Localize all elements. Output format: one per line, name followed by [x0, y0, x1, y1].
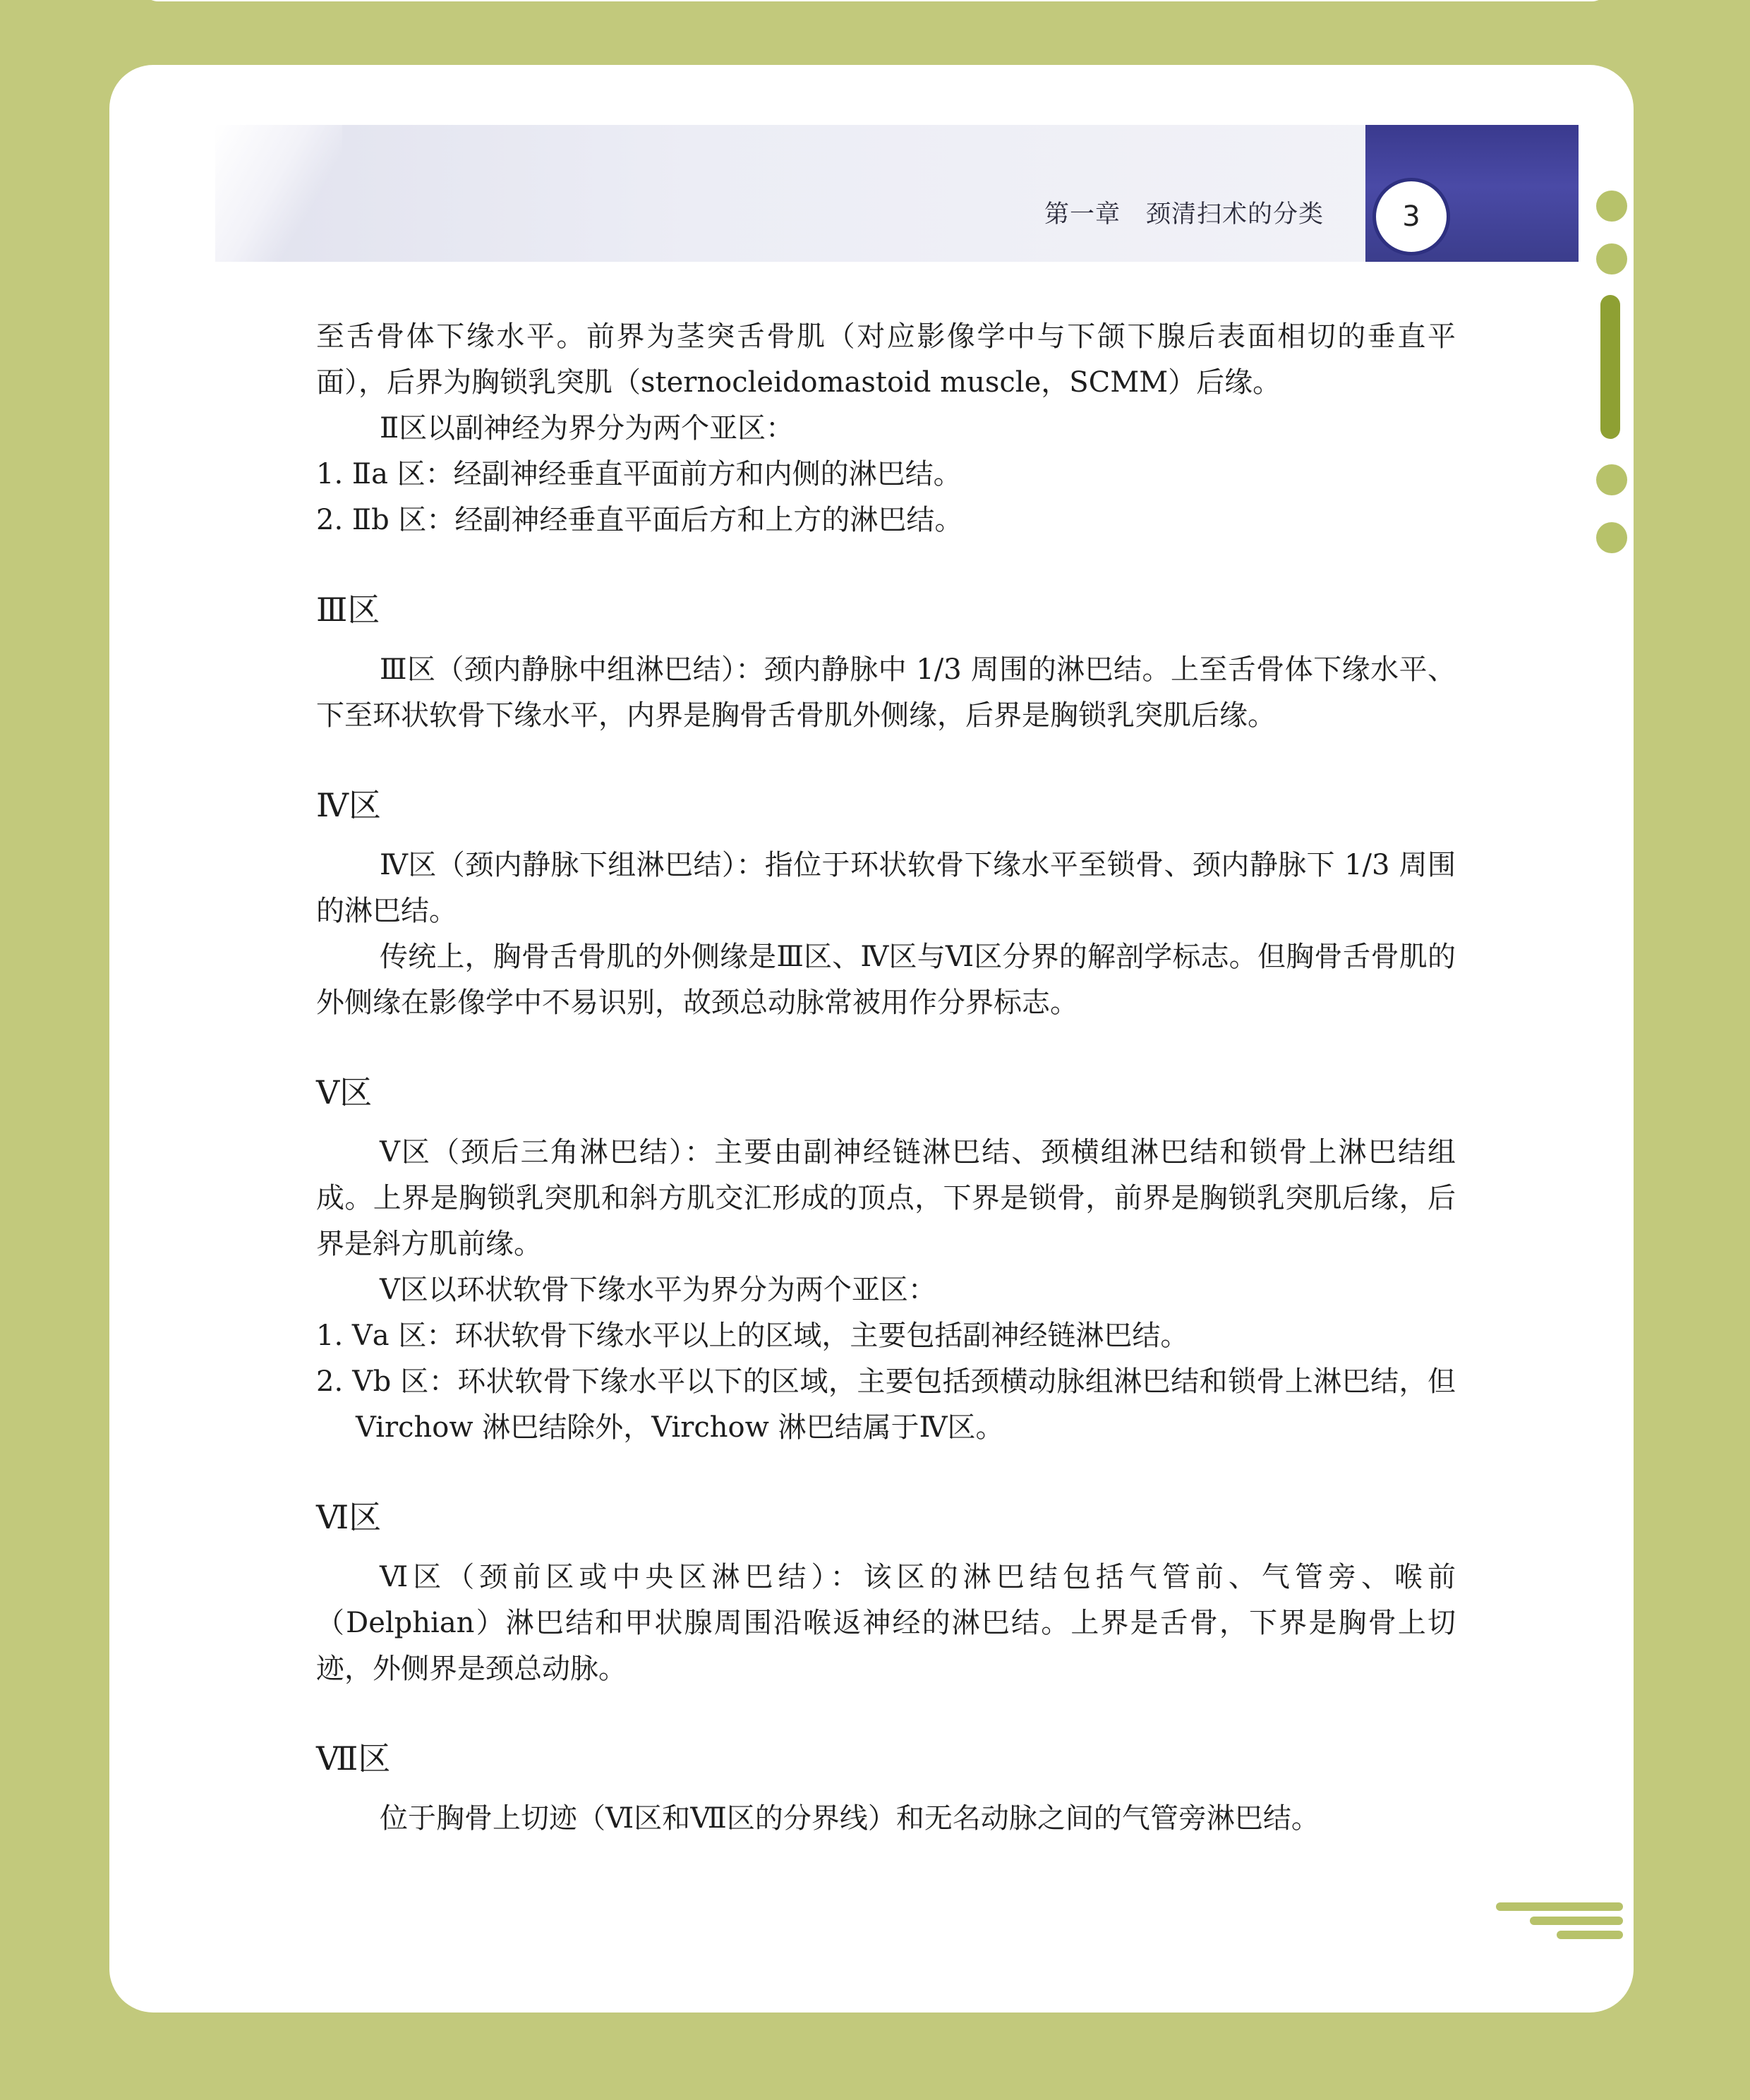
paragraph: Ⅴ区（颈后三角淋巴结）：主要由副神经链淋巴结、颈横组淋巴结和锁骨上淋巴结组成。上界是胸锁乳突肌和斜方肌交汇形成的顶点，下界是锁骨，前界是胸锁乳突肌后缘，后界是斜方肌前缘。 — [316, 1136, 1456, 1260]
paragraph: Ⅴ区以环状软骨下缘水平为界分为两个亚区： — [380, 1274, 936, 1306]
list-item: 2. Ⅱb 区：经副神经垂直平面后方和上方的淋巴结。 — [316, 504, 963, 536]
section-heading-level-6: Ⅵ区 — [316, 1498, 382, 1536]
intro-subdivision-note: Ⅱ区以副神经为界分为两个亚区： — [380, 412, 795, 445]
section-heading-level-7: Ⅶ区 — [316, 1739, 391, 1778]
top-strip — [141, 0, 1609, 1]
paragraph: 传统上，胸骨舌骨肌的外侧缘是Ⅲ区、Ⅳ区与Ⅵ区分界的解剖学标志。但胸骨舌骨肌的外侧缘在影像学中不易识别，故颈总动脉常被用作分界标志。 — [316, 941, 1456, 1019]
section-heading-level-4: Ⅳ区 — [316, 786, 381, 824]
intro-paragraph: 至舌骨体下缘水平。前界为茎突舌骨肌（对应影像学中与下颌下腺后表面相切的垂直平面），后界为胸锁乳突肌（sternocleidomastoid muscle，SCMM）后缘。 — [316, 320, 1456, 399]
paragraph: Ⅳ区（颈内静脉下组淋巴结）：指位于环状软骨下缘水平至锁骨、颈内静脉下 1/3 周围的淋巴结。 — [316, 849, 1456, 927]
section-heading-level-3: Ⅲ区 — [316, 591, 380, 629]
nav-dot[interactable] — [1596, 464, 1627, 495]
paragraph: 位于胸骨上切迹（Ⅵ区和Ⅶ区的分界线）和无名动脉之间的气管旁淋巴结。 — [380, 1802, 1320, 1835]
nav-dot[interactable] — [1596, 243, 1627, 274]
list-item: 2. Ⅴb 区：环状软骨下缘水平以下的区域，主要包括颈横动脉组淋巴结和锁骨上淋巴结，但 Virchow 淋巴结除外，Virchow 淋巴结属于Ⅳ区。 — [316, 1365, 1456, 1444]
nav-dot[interactable] — [1596, 522, 1627, 553]
list-item: 1. Ⅴa 区：环状软骨下缘水平以上的区域，主要包括副神经链淋巴结。 — [316, 1320, 1189, 1352]
chapter-title: 颈清扫术的分类 — [1146, 200, 1324, 229]
page-number: 3 — [1372, 178, 1450, 255]
nav-dot[interactable] — [1596, 191, 1627, 222]
page-content — [316, 314, 1456, 1842]
list-item: 1. Ⅱa 区：经副神经垂直平面前方和内侧的淋巴结。 — [316, 458, 962, 490]
nav-active-indicator[interactable] — [1600, 295, 1620, 439]
section-heading-level-5: Ⅴ区 — [316, 1073, 373, 1111]
paragraph: Ⅲ区（颈内静脉中组淋巴结）：颈内静脉中 1/3 周围的淋巴结。上至舌骨体下缘水平、下至环状软骨下缘水平，内界是胸骨舌骨肌外侧缘，后界是胸锁乳突肌后缘。 — [316, 653, 1456, 732]
running-header — [1044, 195, 1349, 234]
chapter-label: 第一章 — [1044, 200, 1121, 229]
paragraph: Ⅵ区（颈前区或中央区淋巴结）：该区的淋巴结包括气管前、气管旁、喉前（Delphian）淋巴结和甲状腺周围沿喉返神经的淋巴结。上界是舌骨，下界是胸骨上切迹，外侧界是颈总动脉。 — [316, 1561, 1456, 1685]
page-fold-decoration — [215, 125, 342, 262]
